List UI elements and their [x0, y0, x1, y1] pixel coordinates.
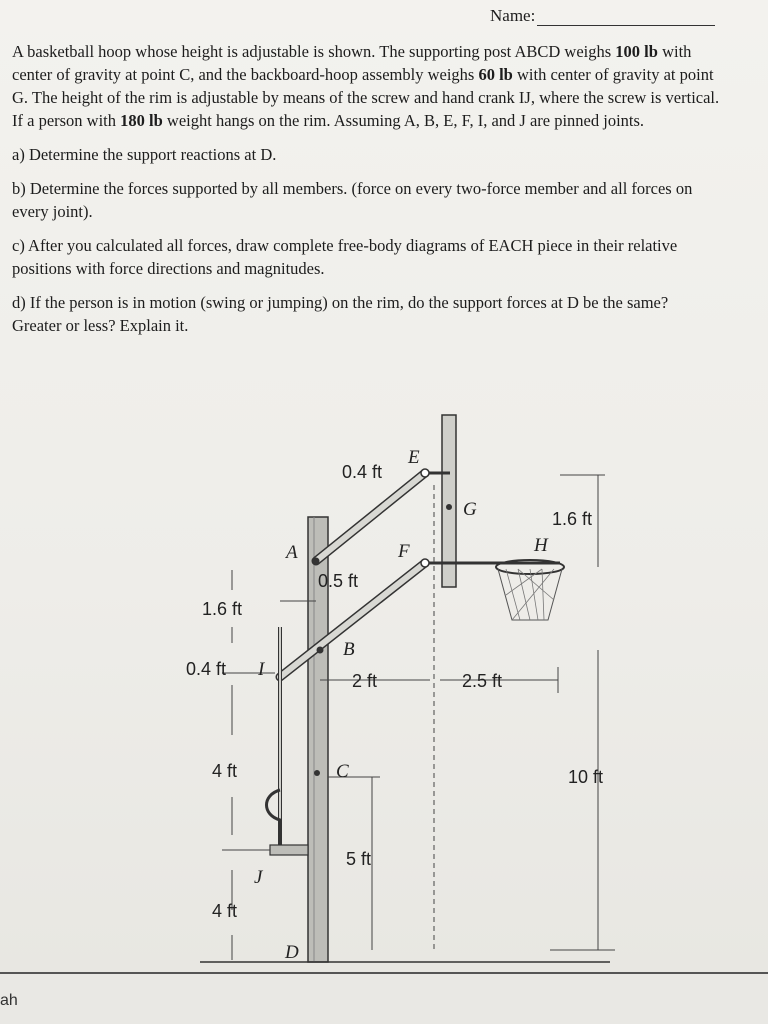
backboard: [442, 415, 456, 587]
question-b: b) Determine the forces supported by all members. (force on every two-force member and all forces on every joint).: [12, 179, 693, 221]
dim-0-4ft-left: 0.4 ft: [186, 659, 227, 679]
point-e-label: E: [408, 447, 420, 468]
basketball-hoop-diagram: [140, 405, 640, 965]
point-c-label: C: [336, 761, 349, 782]
corner-text: ah: [0, 992, 18, 1009]
cg-g: [446, 504, 452, 510]
cg-c: [314, 770, 320, 776]
question-d: d) If the person is in motion (swing or jumping) on the rim, do the support forces at D be the same? Greater or less? Explain it.: [12, 293, 669, 335]
dim-4ft-upper: 4 ft: [212, 761, 238, 781]
point-g-label: G: [463, 499, 477, 520]
dim-2ft: 2 ft: [352, 671, 378, 691]
dim-2-5ft: 2.5 ft: [462, 671, 503, 691]
page-bottom-edge: [0, 972, 768, 974]
problem-statement: [12, 40, 720, 348]
dim-0-5ft: 0.5 ft: [318, 571, 359, 591]
net: [506, 569, 554, 620]
person-weight: 180 lb: [120, 111, 163, 130]
dim-10ft: 10 ft: [568, 767, 604, 787]
dim-1-6ft-left: 1.6 ft: [202, 599, 243, 619]
problem-intro: A basketball hoop whose height is adjustable is shown. The supporting post ABCD weighs 100 lb with center of gravity at point C, and the backboard-hoop assembly weighs 60 lb with center of gravity at point G. The height of the rim is adjustable by means of the screw and hand crank IJ, where the screw is vertical. If a person with 180 lb weight hangs on the rim. Assuming A, B, E, F, I, and J are pinned joints.: [12, 42, 720, 130]
name-field: [490, 6, 715, 26]
dim-5ft: 5 ft: [346, 849, 372, 869]
point-b-label: B: [343, 639, 355, 660]
question-a: a) Determine the support reactions at D.: [12, 145, 277, 164]
name-label: Name:: [490, 6, 536, 25]
point-f-label: F: [398, 541, 410, 562]
point-d-label: D: [285, 942, 299, 963]
backboard-weight: 60 lb: [478, 65, 513, 84]
point-i-label: I: [258, 659, 265, 680]
dim-0-4ft-top: 0.4 ft: [342, 462, 383, 482]
point-a-label: A: [286, 542, 298, 563]
point-h-label: H: [534, 535, 548, 556]
point-j-label: J: [254, 867, 263, 888]
question-c: c) After you calculated all forces, draw complete free-body diagrams of EACH piece in their relative positions with force directions and magnitudes.: [12, 236, 678, 278]
dim-1-6ft-right: 1.6 ft: [552, 509, 593, 529]
hand-crank: [267, 790, 309, 850]
name-blank-line: [537, 11, 715, 26]
dim-4ft-lower: 4 ft: [212, 901, 238, 921]
post-weight: 100 lb: [615, 42, 658, 61]
